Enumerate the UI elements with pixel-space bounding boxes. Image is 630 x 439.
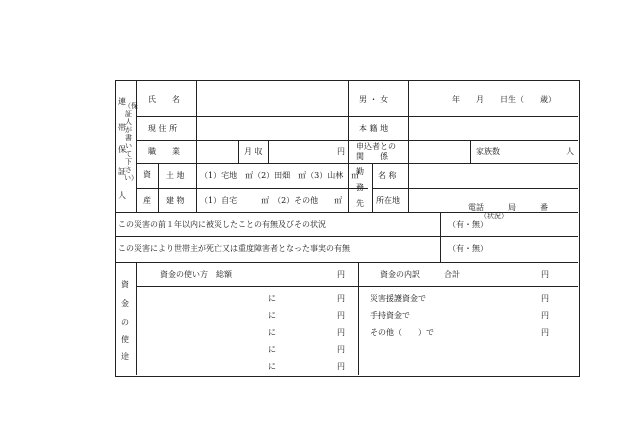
row-line: [136, 286, 578, 287]
row-line: [372, 188, 578, 189]
col-line: [358, 262, 359, 375]
usage-ni: に: [268, 362, 276, 371]
question-prior-answer: （有・無）: [448, 220, 488, 229]
building-label: 建 物: [166, 196, 185, 205]
building-detail: （1）自宅 ㎡ （2）その他 ㎡: [200, 196, 343, 205]
row-line: [136, 140, 578, 141]
usage-yen: 円: [337, 345, 345, 354]
source-header-yen: 円: [541, 270, 549, 279]
question-prior-disaster: この災害の前１年以内に被災したことの有無及びその状況: [118, 220, 326, 229]
question-prior-note: （状況）: [480, 212, 508, 220]
col-line: [196, 80, 197, 164]
family-label: 家族数: [476, 147, 500, 156]
usage-yen: 円: [337, 328, 345, 337]
land-detail: （1）宅地 ㎡（2）田畑 ㎡（3）山林 ㎡: [200, 171, 360, 180]
work-name-label: 名 称: [378, 171, 397, 180]
col-line: [158, 164, 159, 212]
col-line: [408, 164, 409, 212]
usage-header-yen: 円: [337, 270, 345, 279]
job-label: 職 業: [148, 147, 180, 156]
row-line: [136, 188, 368, 189]
source-header: 資金の内訳 合計: [380, 270, 460, 279]
phone-label: 電話 局 番: [468, 203, 548, 212]
address-label: 現 住 所: [148, 124, 178, 133]
name-label: 氏 名: [148, 95, 180, 104]
work-label-saki: 先: [356, 199, 364, 208]
col-line: [196, 164, 197, 212]
usage-header: 資金の使い方 総額: [160, 270, 232, 279]
source-other: その他（ ）で: [370, 328, 434, 337]
col-line: [268, 140, 269, 164]
col-line: [136, 262, 137, 375]
gender-label: 男 ・ 女: [359, 95, 389, 104]
row-line: [136, 163, 578, 164]
col-line: [440, 212, 441, 262]
source-disaster-relief: 災害援護資金で: [370, 294, 426, 303]
work-label-mu: 務: [356, 183, 364, 192]
side-label-sho: 証: [118, 167, 126, 176]
relation-label: 申込者との 関 係: [356, 142, 396, 161]
question-death: この災害により世帯主が死亡又は重度障害者となった事実の有無: [118, 244, 350, 253]
row-line: [115, 262, 578, 263]
funds-side-shi2: 使: [121, 335, 129, 344]
asset-label-san: 産: [143, 196, 151, 205]
funds-side-to: 途: [121, 352, 129, 361]
source-yen: 円: [541, 294, 549, 303]
honseki-label: 本 籍 地: [359, 124, 389, 133]
work-label-kin: 勤: [356, 167, 364, 176]
income-yen: 円: [337, 147, 345, 156]
side-label-tai: 帯: [118, 123, 126, 132]
work-address-label: 所在地: [376, 196, 400, 205]
funds-side-kin: 金: [121, 299, 129, 308]
usage-ni: に: [268, 311, 276, 320]
usage-ni: に: [268, 294, 276, 303]
col-line: [372, 164, 373, 212]
asset-label-shi: 資: [143, 170, 151, 179]
usage-ni: に: [268, 328, 276, 337]
col-line: [136, 80, 137, 212]
col-line: [470, 140, 471, 164]
source-own-funds: 手持資金で: [370, 311, 410, 320]
row-line: [136, 116, 578, 117]
source-yen: 円: [541, 311, 549, 320]
family-unit: 人: [566, 147, 574, 156]
usage-ni: に: [268, 345, 276, 354]
col-line: [238, 140, 239, 164]
source-yen: 円: [541, 328, 549, 337]
birth-label: 年 月 日生（ 歳）: [452, 95, 556, 104]
col-line: [348, 80, 349, 212]
side-label-ren: 連: [118, 97, 126, 106]
income-label: 月 収: [244, 147, 263, 156]
row-line: [115, 236, 578, 237]
funds-side-shi: 資: [121, 280, 129, 289]
usage-yen: 円: [337, 362, 345, 371]
funds-side-no: の: [121, 318, 129, 327]
usage-yen: 円: [337, 311, 345, 320]
side-label-nin: 人: [118, 191, 126, 200]
side-label-ho: 保: [118, 145, 126, 154]
usage-yen: 円: [337, 294, 345, 303]
col-line: [408, 80, 409, 164]
question-death-answer: （有・無）: [448, 244, 488, 253]
side-note: （保証人が書いて下さい）: [124, 102, 138, 182]
land-label: 土 地: [166, 171, 185, 180]
